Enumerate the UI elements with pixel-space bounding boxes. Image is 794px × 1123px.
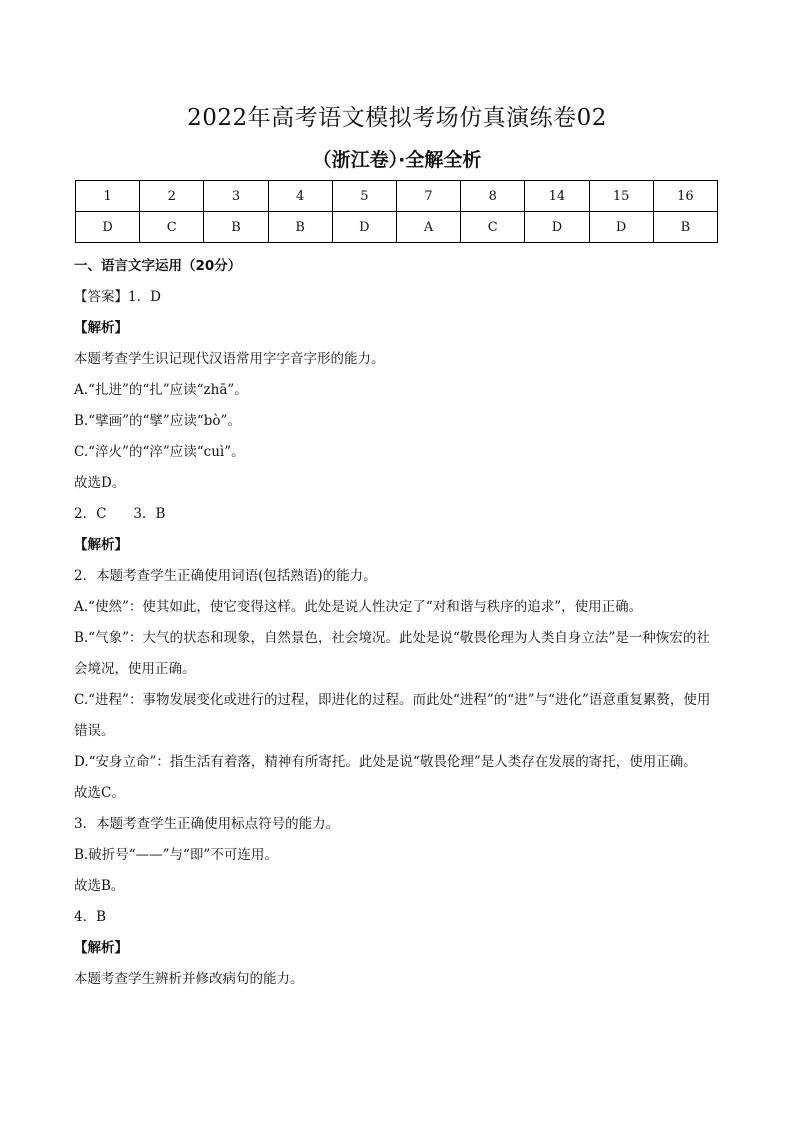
page-title: 2022年高考语文模拟考场仿真演练卷02 [187, 105, 607, 131]
answer-line: 4．B [74, 909, 107, 925]
question-number-cell: 7 [396, 181, 460, 212]
text-line: 故选C。 [74, 785, 125, 801]
analysis-heading: 【解析】 [74, 940, 128, 956]
question-number-cell: 4 [268, 181, 332, 212]
answer-cell: A [396, 212, 460, 243]
text-line: 3．本题考查学生正确使用标点符号的能力。 [74, 816, 340, 832]
text-line: A.“扎进”的“扎”应读“zhā”。 [74, 382, 248, 398]
answer-table [75, 180, 718, 243]
answer-cell: C [461, 212, 525, 243]
text-line: C.“进程”：事物发展变化或进行的过程，即进化的过程。而此处“进程”的“进”与“进化”语意重复累赘，使用 [74, 692, 711, 708]
question-number-cell: 8 [461, 181, 525, 212]
text-line: 本题考查学生辨析并修改病句的能力。 [74, 971, 304, 987]
text-line: 会境况，使用正确。 [74, 661, 196, 677]
question-number-cell: 1 [76, 181, 140, 212]
analysis-heading: 【解析】 [74, 537, 128, 553]
text-line: 故选B。 [74, 878, 125, 894]
solution-body [74, 251, 726, 995]
answer-line: 【答案】1．D [74, 289, 161, 305]
question-number-row [76, 181, 718, 212]
text-line: D.“安身立命”：指生活有着落，精神有所寄托。此处是说“敬畏伦理”是人类存在发展的寄托，使用正确。 [74, 754, 697, 770]
answer-cell: B [204, 212, 268, 243]
text-line: 本题考查学生识记现代汉语常用字字音字形的能力。 [74, 351, 385, 367]
text-line: C.“淬火”的“淬”应读“cuì”。 [74, 444, 245, 460]
question-number-cell: 2 [140, 181, 204, 212]
section-heading: 一、语言文字运用（20分） [74, 258, 242, 274]
question-number-cell: 16 [653, 181, 717, 212]
answer-row [76, 212, 718, 243]
answer-cell: B [268, 212, 332, 243]
text-line: B.破折号“——”与“即”不可连用。 [74, 847, 278, 863]
answer-line: 2．C 3．B [74, 506, 166, 522]
page-subtitle: （浙江卷）·全解全析 [312, 149, 482, 171]
text-line: 错误。 [74, 723, 115, 739]
answer-cell: B [653, 212, 717, 243]
question-number-cell: 15 [589, 181, 653, 212]
answer-cell: D [525, 212, 589, 243]
question-number-cell: 5 [332, 181, 396, 212]
text-line: 2．本题考查学生正确使用词语(包括熟语)的能力。 [74, 568, 377, 584]
question-number-cell: 3 [204, 181, 268, 212]
answer-cell: C [140, 212, 204, 243]
analysis-heading: 【解析】 [74, 320, 128, 336]
answer-cell: D [76, 212, 140, 243]
answer-cell: D [332, 212, 396, 243]
text-line: B.“擘画”的“擘”应读“bò”。 [74, 413, 241, 429]
text-line: A.“使然”：使其如此，使它变得这样。此处是说人性决定了“对和谐与秩序的追求”，使用正确。 [74, 599, 643, 615]
text-line: B.“气象”：大气的状态和现象，自然景色，社会境况。此处是说“敬畏伦理为人类自身立法”是一种恢宏的社 [74, 630, 710, 646]
question-number-cell: 14 [525, 181, 589, 212]
answer-cell: D [589, 212, 653, 243]
text-line: 故选D。 [74, 475, 126, 491]
